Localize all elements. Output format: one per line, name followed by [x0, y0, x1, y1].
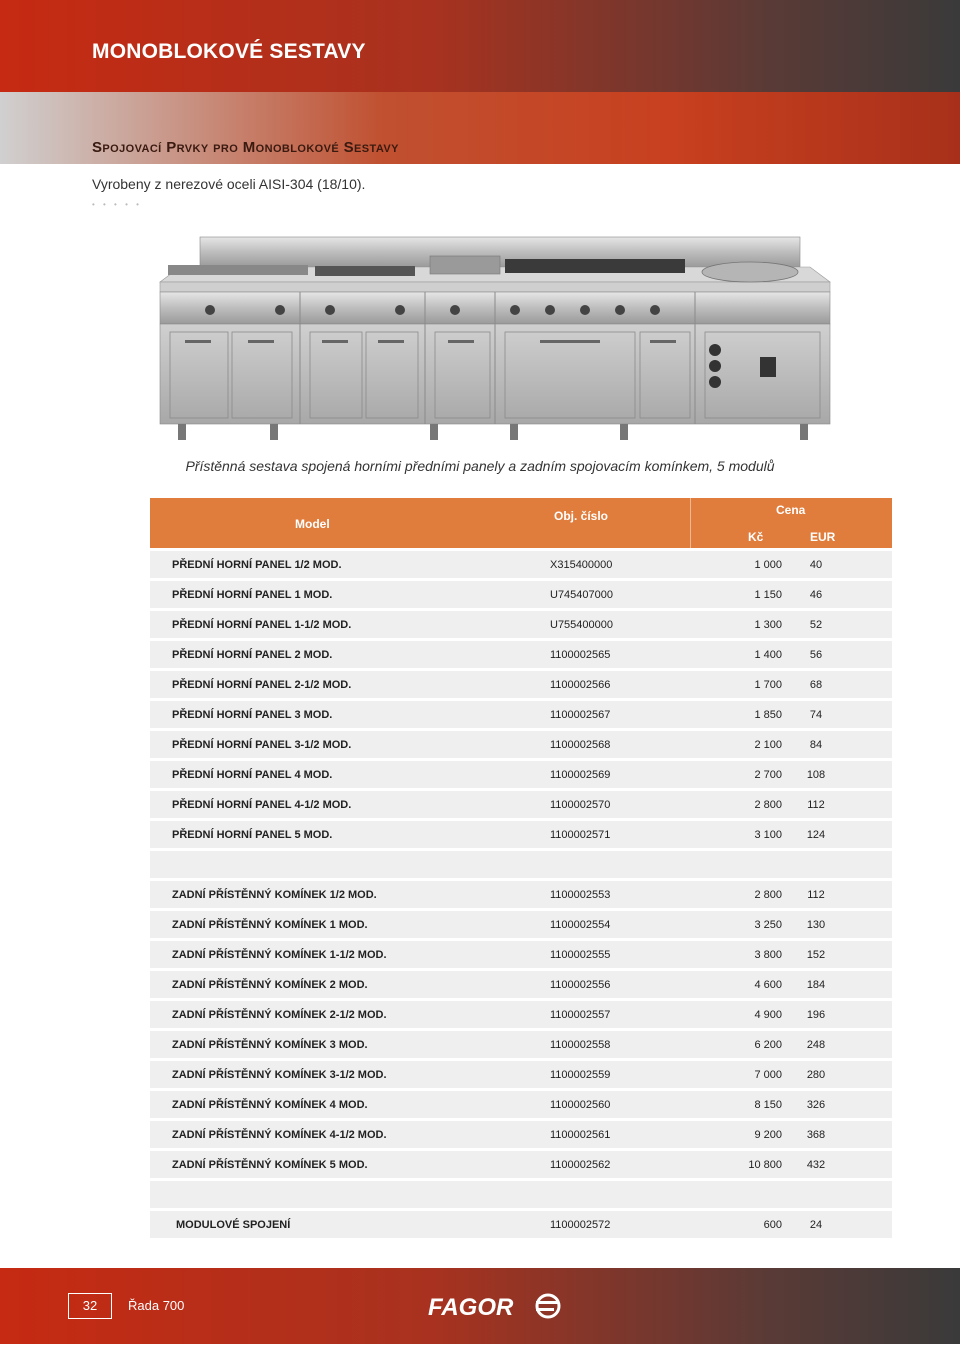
table-row: ZADNÍ PŘÍSTĚNNÝ KOMÍNEK 5 MOD. 1100002562 10 800 432 — [150, 1151, 892, 1178]
table-spacer-row — [150, 1181, 892, 1208]
table-row: ZADNÍ PŘÍSTĚNNÝ KOMÍNEK 1/2 MOD. 1100002553 2 800 112 — [150, 881, 892, 908]
header-divider — [690, 498, 691, 548]
table-row: ZADNÍ PŘÍSTĚNNÝ KOMÍNEK 3-1/2 MOD. 1100002559 7 000 280 — [150, 1061, 892, 1088]
page-title: MONOBLOKOVÉ SESTAVY — [92, 40, 366, 63]
section-title: Spojovací Prvky pro Monoblokové Sestavy — [92, 139, 399, 156]
material-note: Vyrobeny z nerezové oceli AISI-304 (18/10). — [92, 176, 366, 192]
table-row: ZADNÍ PŘÍSTĚNNÝ KOMÍNEK 2 MOD. 1100002556 4 600 184 — [150, 971, 892, 998]
decorative-dots: • • • • • — [92, 200, 142, 209]
table-row: PŘEDNÍ HORNÍ PANEL 1-1/2 MOD. U755400000 1 300 52 — [150, 611, 892, 638]
joint-rows — [150, 1211, 892, 1238]
table-row: PŘEDNÍ HORNÍ PANEL 5 MOD. 1100002571 3 100 124 — [150, 821, 892, 848]
header-eur: EUR — [810, 530, 836, 544]
table-row: MODULOVÉ SPOJENÍ 1100002572 600 24 — [150, 1211, 892, 1238]
front-panel-rows — [150, 551, 892, 848]
table-row: ZADNÍ PŘÍSTĚNNÝ KOMÍNEK 1 MOD. 1100002554 3 250 130 — [150, 911, 892, 938]
fagor-logo-text: FAGOR — [428, 1294, 514, 1321]
table-row: PŘEDNÍ HORNÍ PANEL 2-1/2 MOD. 1100002566 1 700 68 — [150, 671, 892, 698]
kitchen-line-illustration — [150, 232, 840, 444]
table-row: PŘEDNÍ HORNÍ PANEL 3 MOD. 1100002567 1 850 74 — [150, 701, 892, 728]
header-price: Cena — [776, 503, 806, 517]
table-spacer-row — [150, 851, 892, 878]
footer-band — [0, 1268, 960, 1344]
fagor-logo — [428, 1290, 568, 1322]
table-row: ZADNÍ PŘÍSTĚNNÝ KOMÍNEK 4 MOD. 1100002560 8 150 326 — [150, 1091, 892, 1118]
top-banner — [0, 0, 960, 92]
table-row: PŘEDNÍ HORNÍ PANEL 1/2 MOD. X315400000 1 000 40 — [150, 551, 892, 578]
chimney-rows — [150, 881, 892, 1178]
table-row: PŘEDNÍ HORNÍ PANEL 3-1/2 MOD. 1100002568 2 100 84 — [150, 731, 892, 758]
header-czk: Kč — [748, 530, 764, 544]
table-row: ZADNÍ PŘÍSTĚNNÝ KOMÍNEK 3 MOD. 1100002558 6 200 248 — [150, 1031, 892, 1058]
page-number: 32 — [68, 1293, 112, 1319]
table-row: PŘEDNÍ HORNÍ PANEL 2 MOD. 1100002565 1 400 56 — [150, 641, 892, 668]
table-row: PŘEDNÍ HORNÍ PANEL 4 MOD. 1100002569 2 700 108 — [150, 761, 892, 788]
table-row: ZADNÍ PŘÍSTĚNNÝ KOMÍNEK 2-1/2 MOD. 1100002557 4 900 196 — [150, 1001, 892, 1028]
table-row: ZADNÍ PŘÍSTĚNNÝ KOMÍNEK 4-1/2 MOD. 1100002561 9 200 368 — [150, 1121, 892, 1148]
header-order-number: Obj. číslo — [554, 509, 609, 523]
table-header — [150, 498, 892, 548]
table-row: PŘEDNÍ HORNÍ PANEL 1 MOD. U745407000 1 150 46 — [150, 581, 892, 608]
figure-caption: Přístěnná sestava spojená horními předními panely a zadním spojovacím komínkem, 5 modulů — [185, 458, 775, 474]
table-row: PŘEDNÍ HORNÍ PANEL 4-1/2 MOD. 1100002570 2 800 112 — [150, 791, 892, 818]
series-label: Řada 700 — [128, 1298, 185, 1313]
header-model: Model — [295, 517, 330, 531]
table-row: ZADNÍ PŘÍSTĚNNÝ KOMÍNEK 1-1/2 MOD. 1100002555 3 800 152 — [150, 941, 892, 968]
price-table — [150, 498, 892, 1238]
section-banner — [0, 92, 960, 164]
